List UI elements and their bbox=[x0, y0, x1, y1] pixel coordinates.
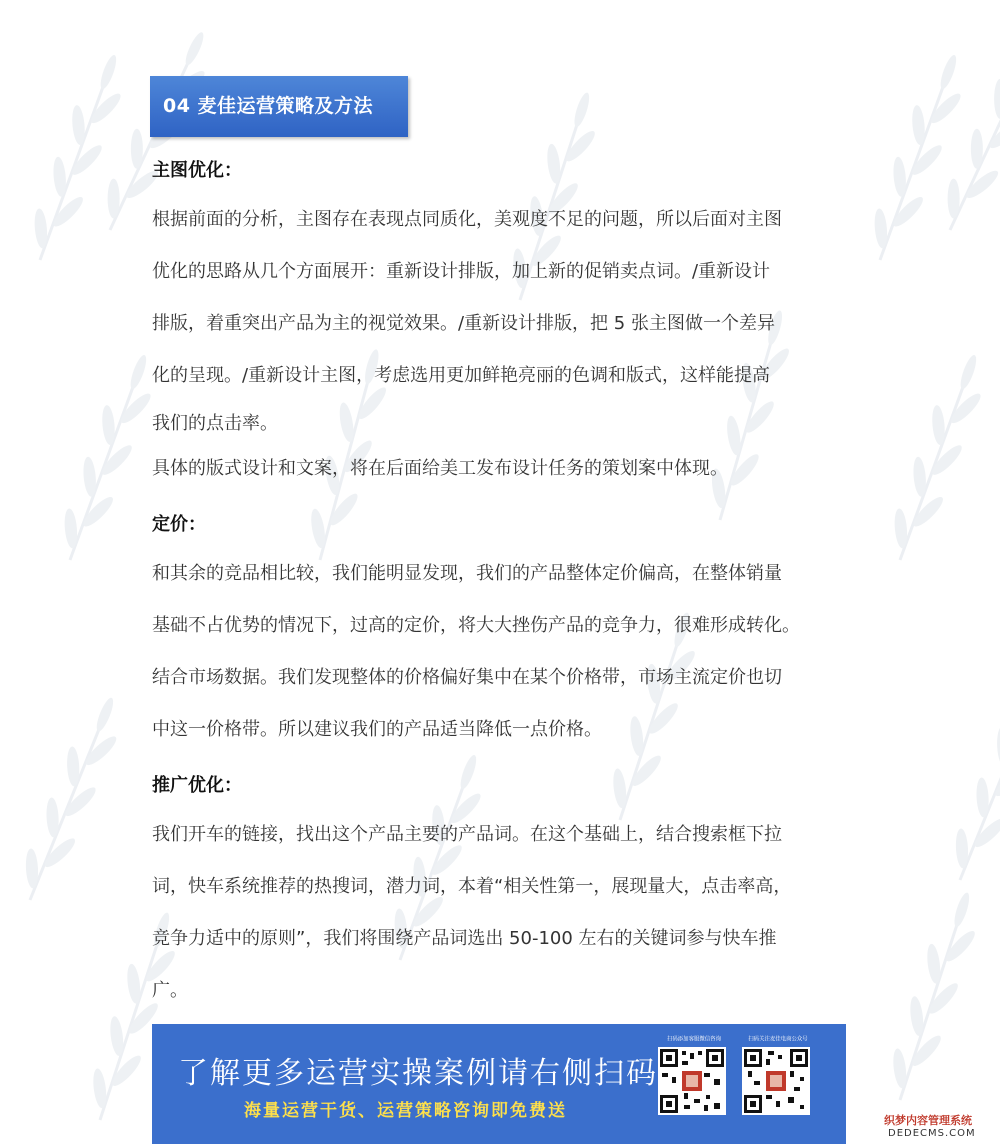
site-watermark bbox=[880, 1109, 1000, 1144]
paragraph-line: 和其余的竞品相比较，我们能明显发现，我们的产品整体定价偏高，在整体销量 bbox=[152, 563, 782, 584]
paragraph-line: 化的呈现。/重新设计主图，考虑选用更加鲜艳亮丽的色调和版式，这样能提高 bbox=[152, 365, 771, 386]
qr-code-icon bbox=[742, 1047, 810, 1115]
heading-main-image: 主图优化： bbox=[152, 160, 242, 181]
watermark-domain: DEDECMS.COM bbox=[888, 1128, 976, 1139]
paragraph-line: 排版，着重突出产品为主的视觉效果。/重新设计排版，把 5 张主图做一个差异 bbox=[152, 313, 775, 334]
qr-code-icon bbox=[658, 1047, 726, 1115]
paragraph-design-note: 具体的版式设计和文案，将在后面给美工发布设计任务的策划案中体现。 bbox=[152, 458, 728, 479]
paragraph-line: 根据前面的分析，主图存在表现点同质化，美观度不足的问题，所以后面对主图 bbox=[152, 209, 782, 230]
paragraph-pricing bbox=[152, 548, 852, 756]
paragraph-promotion bbox=[152, 809, 852, 1017]
paragraph-line: 竞争力适中的原则”，我们将围绕产品词选出 50-100 左右的关键词参与快车推 bbox=[152, 928, 777, 949]
heading-promotion: 推广优化： bbox=[152, 775, 242, 796]
paragraph-main-image bbox=[152, 194, 852, 446]
qr-code-customer-service[interactable] bbox=[658, 1034, 730, 1115]
footer-sub-text: 海量运营干货、运营策略咨询即免费送 bbox=[244, 1101, 567, 1121]
qr-caption: 扫码添加客服微信咨询 bbox=[666, 1035, 721, 1043]
paragraph-line: 词，快车系统推荐的热搜词，潜力词，本着“相关性第一，展现量大，点击率高， bbox=[152, 876, 792, 897]
paragraph-line: 我们开车的链接，找出这个产品主要的产品词。在这个基础上，结合搜索框下拉 bbox=[152, 824, 782, 845]
heading-pricing: 定价： bbox=[152, 514, 206, 535]
qr-code-official-account[interactable] bbox=[742, 1034, 814, 1115]
footer-main-text: 了解更多运营实操案例请右侧扫码 bbox=[178, 1056, 658, 1091]
paragraph-line: 优化的思路从几个方面展开：重新设计排版，加上新的促销卖点词。/重新设计 bbox=[152, 261, 771, 282]
paragraph-line: 结合市场数据。我们发现整体的价格偏好集中在某个价格带，市场主流定价也切 bbox=[152, 667, 782, 688]
watermark-title: 织梦内容管理系统 bbox=[884, 1114, 972, 1127]
paragraph-line: 中这一价格带。所以建议我们的产品适当降低一点价格。 bbox=[152, 719, 602, 740]
section-title-banner: 04 麦佳运营策略及方法 bbox=[150, 76, 408, 137]
paragraph-line: 我们的点击率。 bbox=[152, 413, 278, 434]
qr-caption: 扫码关注麦佳电商公众号 bbox=[748, 1035, 808, 1043]
paragraph-line: 广。 bbox=[152, 980, 188, 1001]
footer-promo-banner bbox=[152, 1024, 846, 1144]
paragraph-line: 基础不占优势的情况下，过高的定价，将大大挫伤产品的竞争力，很难形成转化。 bbox=[152, 615, 800, 636]
